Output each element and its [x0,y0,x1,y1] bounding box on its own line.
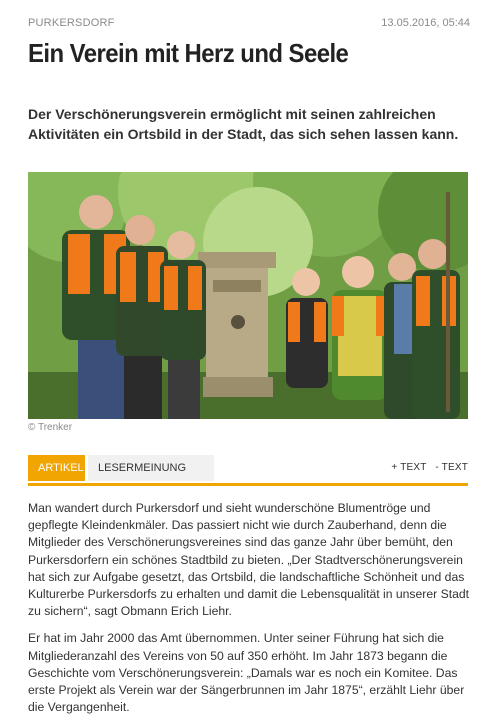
article-photo [28,172,468,419]
tab-article[interactable]: ARTIKEL [28,455,85,481]
decrease-text-button[interactable]: - TEXT [435,462,468,473]
article-paragraph: Er hat im Jahr 2000 das Amt übernommen. Unter seiner Führung hat sich die Mitgliederanzahl des Vereins von 50 auf 350 erhöht. Im Jahr 1873 begann die Geschichte vom Verschönerungsverein: „Damals war es noch ein Komitee. Das erste Projekt als Verein war der Sängerbrunnen im Jahr 1875“, erzählt Liehr über die Vergangenheit. [28,631,465,715]
article-paragraph: Man wandert durch Purkersdorf und sieht wunderschöne Blumentröge und gepflegte Kleindenkmäler. Das passiert nicht wie durch Zauberhand, denn die Mitglieder des Verschönerungsvereines sind das ganze Jahr über bemüht, den Purkersdorfern ein schönes Stadtbild zu bieten. „Der Stadtverschönerungsverein hat sich zur Aufgabe gesetzt, das Ortsbild, die landschaftliche Schönheit und das Kulturerbe Purkersdorfs zu erhalten und damit die Lebensqualität in unserer Stadt zu sichern“, sagt Obmann Erich Liehr. [28,501,470,619]
publish-date: 13.05.2016, 05:44 [381,17,470,29]
increase-text-button[interactable]: + TEXT [391,462,427,473]
tab-comments[interactable]: LESERMEINUNG [88,455,214,481]
location-label: PURKERSDORF [28,17,115,29]
article-title: Ein Verein mit Herz und Seele [28,38,349,68]
article-tabs [28,453,468,486]
article-body [28,500,472,726]
text-size-controls [391,462,468,473]
article-meta-line [28,14,470,32]
group-photo-illustration [28,172,468,419]
article-lead: Der Verschönerungsverein ermöglicht mit seinen zahlreichen Aktivitäten ein Ortsbild in der Stadt, das sich sehen lassen kann. [28,106,459,142]
image-credit: © Trenker [28,422,73,433]
